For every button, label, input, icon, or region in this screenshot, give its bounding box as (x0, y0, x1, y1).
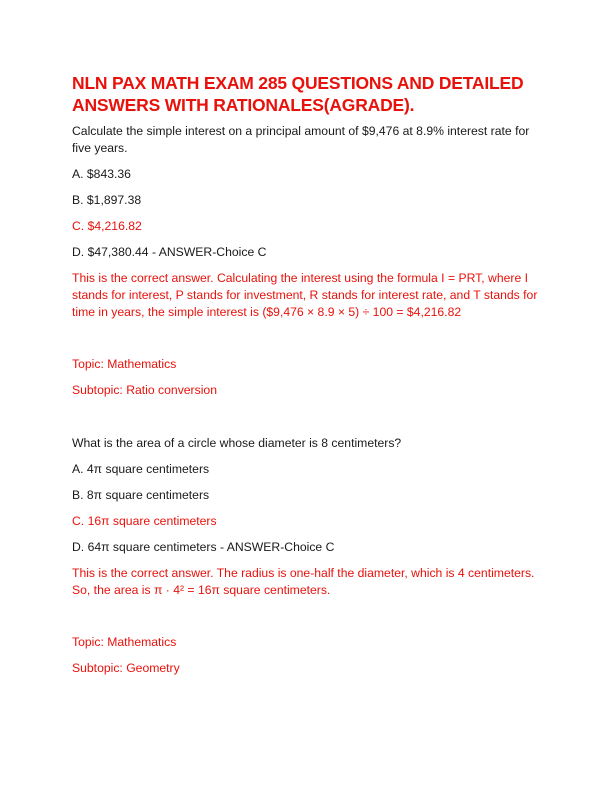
option-c-correct: C. $4,216.82 (72, 219, 142, 233)
option-b: B. 8π square centimeters (72, 488, 210, 502)
subtopic-label: Subtopic: Ratio conversion (72, 383, 217, 397)
question-block-1 (72, 123, 542, 399)
document-title: NLN PAX MATH EXAM 285 QUESTIONS AND DETAILED ANSWERS WITH RATIONALES(AGRADE). (72, 73, 524, 115)
topic-label: Topic: Mathematics (72, 635, 177, 649)
topic-label: Topic: Mathematics (72, 357, 177, 371)
question-text: Calculate the simple interest on a principal amount of $9,476 at 8.9% interest rate for five years. (72, 124, 530, 155)
rationale-text: This is the correct answer. Calculating the interest using the formula I = PRT, where I stands for interest, P stands for investment, R stands for interest rate, and T stands for time in years, the simple interest is ($9,476 × 8.9 × 5) ÷ 100 = $4,216.82 (72, 271, 538, 319)
rationale-text: This is the correct answer. The radius is one-half the diameter, which is 4 centimeters. So, the area is π · 4² = 16π square centimeters. (72, 566, 535, 597)
option-a: A. 4π square centimeters (72, 462, 210, 476)
document-page (72, 72, 542, 686)
option-c-correct: C. 16π square centimeters (72, 514, 217, 528)
option-b: B. $1,897.38 (72, 193, 142, 207)
option-a: A. $843.36 (72, 167, 131, 181)
option-d-answer: D. $47,380.44 - ANSWER-Choice C (72, 245, 267, 259)
question-text: What is the area of a circle whose diameter is 8 centimeters? (72, 436, 402, 450)
subtopic-label: Subtopic: Geometry (72, 661, 180, 675)
question-block-2 (72, 435, 542, 677)
option-d-answer: D. 64π square centimeters - ANSWER-Choice C (72, 540, 335, 554)
